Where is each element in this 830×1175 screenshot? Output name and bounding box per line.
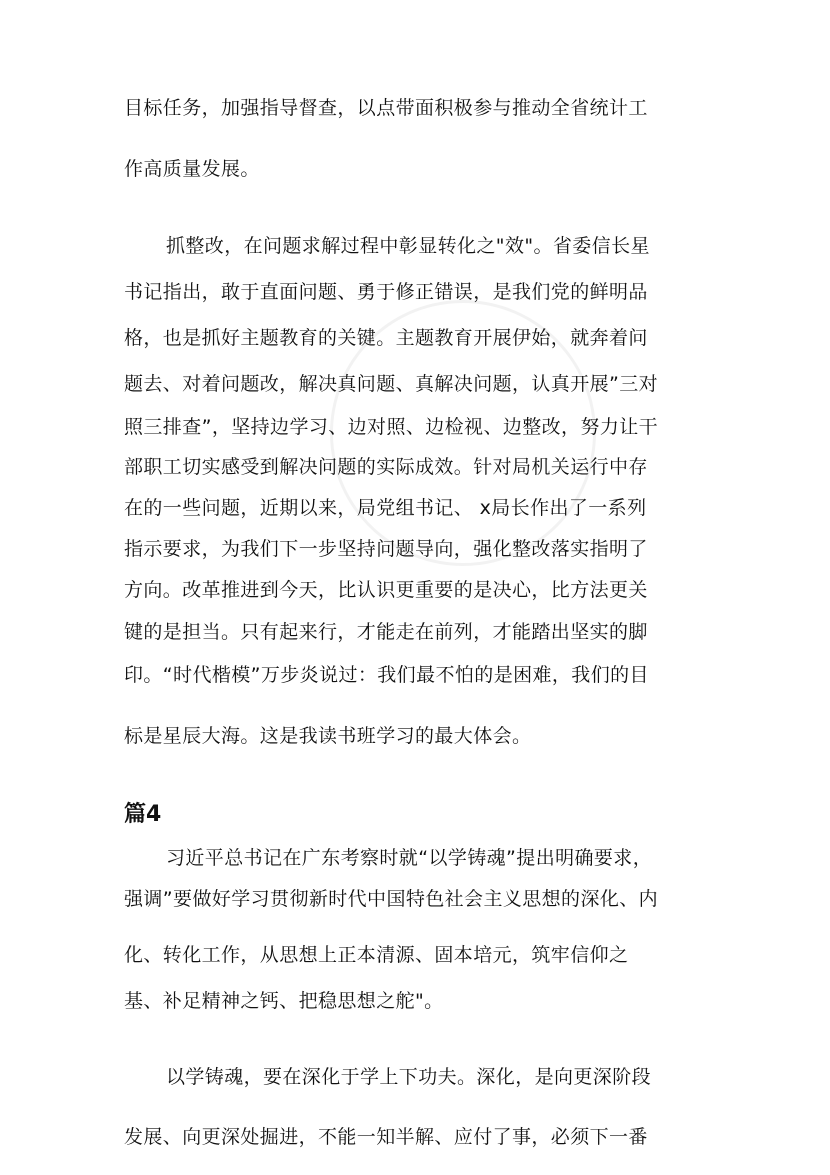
text-line: 照三排查”，坚持边学习、边对照、边检视、边整改，努力让干 — [124, 416, 659, 438]
text-line: 在的一些问题，近期以来，局党组书记、 x局长作出了一系列 — [124, 497, 647, 519]
text-line: 抓整改，在问题求解过程中彰显转化之"效"。省委信长星 — [166, 235, 650, 257]
text-line: 化、转化工作，从思想上正本清源、固本培元，筑牢信仰之 — [124, 944, 629, 966]
text-line: 格，也是抓好主题教育的关键。主题教育开展伊始，就奔着问 — [124, 327, 648, 349]
text-line: 题去、对着问题改，解决真问题、真解决问题，认真开展”三对 — [124, 373, 659, 395]
text-line: 作高质量发展。 — [124, 158, 260, 180]
text-line: 部职工切实感受到解决问题的实际成效。针对局机关运行中存 — [124, 456, 648, 478]
text-line: 习近平总书记在广东考察时就“以学铸魂”提出明确要求， — [166, 847, 653, 869]
text-line: 基、补足精神之钙、把稳思想之舵"。 — [124, 990, 444, 1012]
text-line: 指示要求，为我们下一步坚持问题导向，强化整改落实指明了 — [124, 538, 648, 560]
text-line: 目标任务，加强指导督查，以点带面积极参与推动全省统计工 — [124, 97, 648, 119]
text-line: 强调”要做好学习贯彻新时代中国特色社会主义思想的深化、内 — [124, 888, 659, 910]
text-line: 方向。改革推进到今天，比认识更重要的是决心，比方法更关 — [124, 579, 648, 601]
text-line: 印。“时代楷模”万步炎说过：我们最不怕的是困难，我们的目 — [124, 664, 649, 686]
text-line: 键的是担当。只有起来行，才能走在前列，才能踏出坚实的脚 — [124, 621, 648, 643]
section-heading: 篇4 — [124, 802, 162, 827]
text-line: 以学铸魂，要在深化于学上下功夫。深化，是向更深阶段 — [166, 1066, 652, 1088]
text-line: 标是星辰大海。这是我读书班学习的最大体会。 — [124, 725, 532, 747]
text-line: 发展、向更深处掘进，不能一知半解、应付了事，必须下一番 — [124, 1126, 648, 1148]
text-line: 书记指出，敢于直面问题、勇于修正错误，是我们党的鲜明品 — [124, 281, 648, 303]
